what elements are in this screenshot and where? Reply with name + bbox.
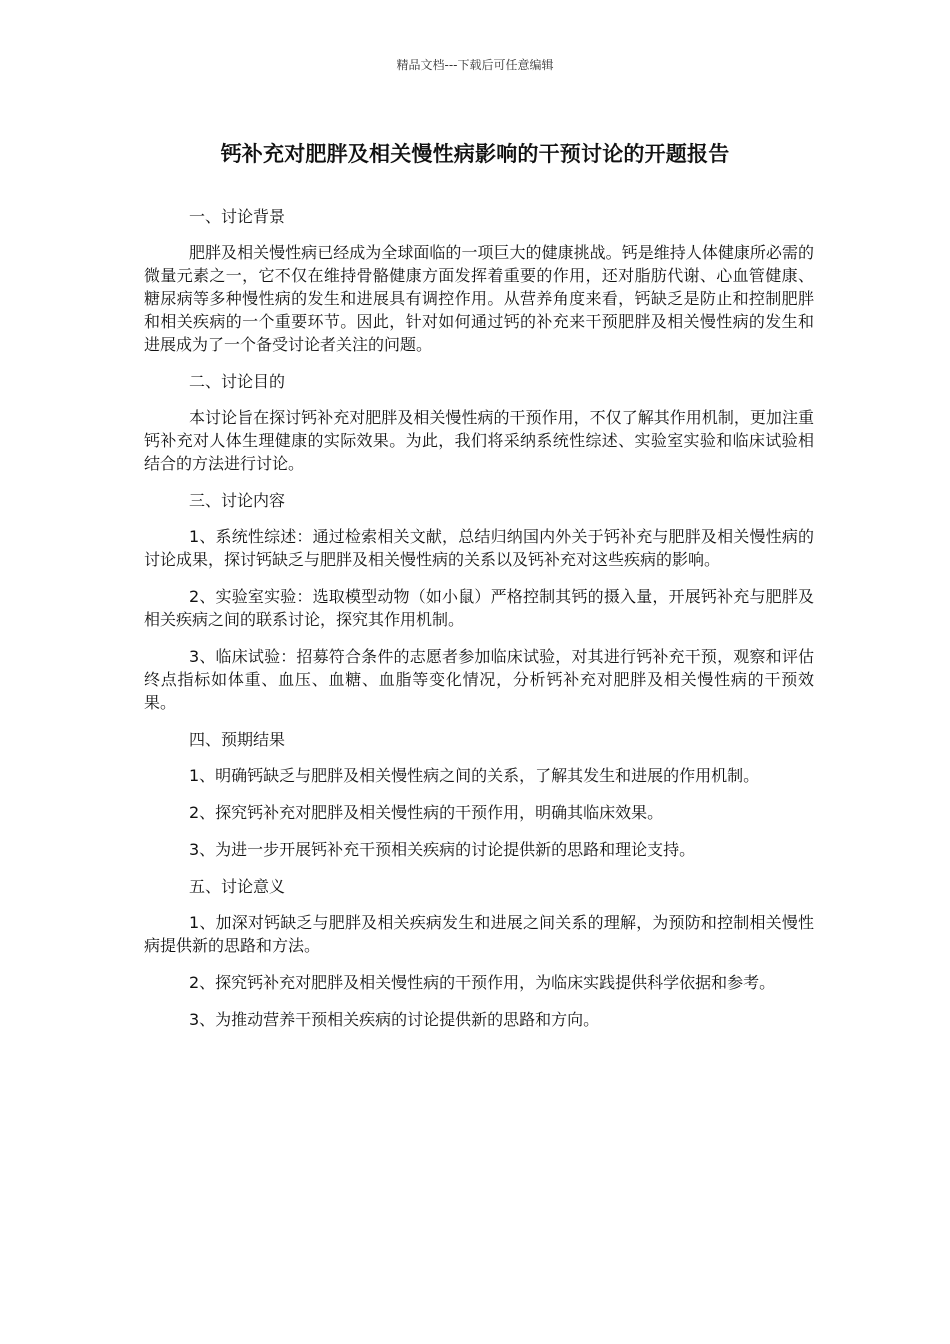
significance-item-3: 3、为推动营养干预相关疾病的讨论提供新的思路和方向。 [189, 1010, 600, 1029]
background-paragraph: 肥胖及相关慢性病已经成为全球面临的一项巨大的健康挑战。钙是维持人体健康所必需的微量元素之一，它不仅在维持骨骼健康方面发挥着重要的作用，还对脂肪代谢、心血管健康、糖尿病等多种慢性病的发生和进展具有调控作用。从营养角度来看，钙缺乏是防止和控制肥胖和相关疾病的一个重要环节。因此，针对如何通过钙的补充来干预肥胖及相关慢性病的发生和进展成为了一个备受讨论者关注的问题。 [144, 243, 814, 354]
content-item-lab: 2、实验室实验：选取模型动物（如小鼠）严格控制其钙的摄入量，开展钙补充与肥胖及相关疾病之间的联系讨论，探究其作用机制。 [144, 587, 814, 629]
content-item-review: 1、系统性综述：通过检索相关文献，总结归纳国内外关于钙补充与肥胖及相关慢性病的讨论成果，探讨钙缺乏与肥胖及相关慢性病的关系以及钙补充对这些疾病的影响。 [144, 527, 814, 569]
document-title: 钙补充对肥胖及相关慢性病影响的干预讨论的开题报告 [220, 142, 730, 166]
page-header: 精品文档---下载后可任意编辑 [396, 58, 554, 72]
section-heading-purpose: 二、讨论目的 [189, 372, 286, 391]
section-heading-results: 四、预期结果 [189, 730, 286, 749]
content-item-clinical: 3、临床试验：招募符合条件的志愿者参加临床试验，对其进行钙补充干预，观察和评估终点指标如体重、血压、血糖、血脂等变化情况，分析钙补充对肥胖及相关慢性病的干预效果。 [144, 647, 814, 712]
significance-item-1: 1、加深对钙缺乏与肥胖及相关疾病发生和进展之间关系的理解，为预防和控制相关慢性病提供新的思路和方法。 [144, 913, 814, 955]
section-heading-significance: 五、讨论意义 [189, 877, 286, 896]
significance-item-2: 2、探究钙补充对肥胖及相关慢性病的干预作用，为临床实践提供科学依据和参考。 [189, 973, 776, 992]
result-item-3: 3、为进一步开展钙补充干预相关疾病的讨论提供新的思路和理论支持。 [189, 840, 696, 859]
purpose-paragraph: 本讨论旨在探讨钙补充对肥胖及相关慢性病的干预作用，不仅了解其作用机制，更加注重钙补充对人体生理健康的实际效果。为此，我们将采纳系统性综述、实验室实验和临床试验相结合的方法进行讨论。 [144, 408, 814, 473]
result-item-2: 2、探究钙补充对肥胖及相关慢性病的干预作用，明确其临床效果。 [189, 803, 664, 822]
section-heading-background: 一、讨论背景 [189, 207, 286, 226]
document-body [144, 205, 814, 1045]
result-item-1: 1、明确钙缺乏与肥胖及相关慢性病之间的关系，了解其发生和进展的作用机制。 [189, 766, 760, 785]
section-heading-content: 三、讨论内容 [189, 491, 286, 510]
